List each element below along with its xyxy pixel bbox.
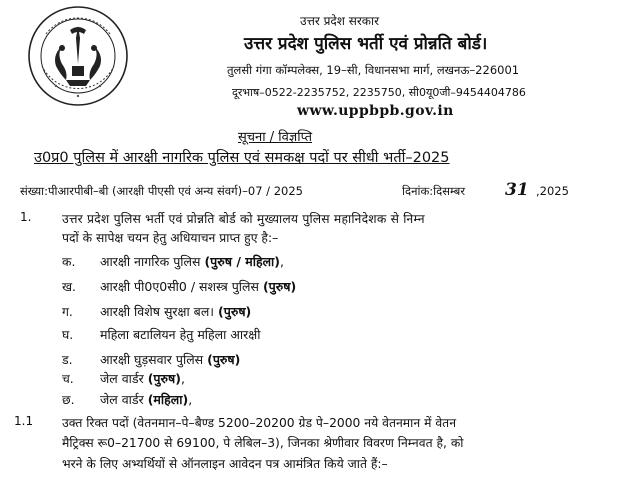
list-item-text: महिला बटालियन हेतु महिला आरक्षी xyxy=(100,327,261,342)
list-item-gender: (पुरुष) xyxy=(207,352,241,367)
list-item-tail: , xyxy=(180,371,185,386)
list-item xyxy=(100,326,260,343)
list-item xyxy=(100,278,296,295)
para-1-line-1: उत्तर प्रदेश पुलिस भर्ती एवं प्रोन्नति बोर्ड को मुख्यालय पुलिस महानिदेशक से निम्न xyxy=(62,212,425,226)
list-item-key: ख. xyxy=(62,280,76,294)
list-item-text: आरक्षी विशेष सुरक्षा बल। xyxy=(100,304,215,319)
list-item-text: आरक्षी पी0ए0सी0 / सशस्त्र पुलिस xyxy=(100,279,259,294)
list-item-tail: , xyxy=(280,254,284,269)
list-item-text: आरक्षी घुड़सवार पुलिस xyxy=(100,352,204,367)
list-item-text: जेल वार्डर xyxy=(100,371,144,386)
list-item-tail: , xyxy=(188,392,193,407)
board-emblem-logo xyxy=(26,4,130,108)
list-item-gender: (पुरुष) xyxy=(262,279,297,294)
list-item-key: क. xyxy=(62,255,76,269)
list-item xyxy=(100,351,240,368)
para-1-1-line-3: भरने के लिए अभ्यर्थियों से ऑनलाइन आवेदन पत्र आमंत्रित किये जाते हैं:– xyxy=(62,457,388,471)
board-website-link[interactable]: www.uppbpb.gov.in xyxy=(297,103,454,119)
reference-date-label: दिनांक:दिसम्बर xyxy=(402,184,466,198)
list-item-key: ड. xyxy=(62,353,73,367)
list-item-key: च. xyxy=(62,372,74,386)
para-1-1-line-2: मैट्रिक्स रू0–21700 से 69100, पे लेबिल–3), जिनका श्रेणीवार विवरण निम्नवत है, को xyxy=(62,436,464,450)
reference-date-day: 31 xyxy=(505,180,529,200)
list-item xyxy=(100,370,185,387)
list-item-gender: (पुरुष) xyxy=(147,371,181,386)
list-item-gender: (पुरुष / महिला) xyxy=(204,254,281,269)
list-item-text: आरक्षी नागरिक पुलिस xyxy=(100,254,201,269)
list-item xyxy=(100,253,284,270)
list-item-text: जेल वार्डर xyxy=(100,392,144,407)
board-phone: दूरभाष–0522-2235752, 2235750, सी0यू0जी–9454404786 xyxy=(232,86,526,99)
notice-title: सूचना / विज्ञप्ति xyxy=(238,130,312,145)
government-name: उत्तर प्रदेश सरकार xyxy=(300,14,380,28)
para-1-number: 1. xyxy=(20,210,32,224)
notice-subject: उ0प्र0 पुलिस में आरक्षी नागरिक पुलिस एवं समकक्ष पदों पर सीधी भर्ती–2025 xyxy=(34,150,450,166)
list-item-key: छ. xyxy=(62,393,75,407)
para-1-1-number: 1.1 xyxy=(14,414,34,428)
para-1-1-line-1: उक्त रिक्त पदों (वेतनमान–पे–बैण्ड 5200–20200 ग्रेड पे–2000 नये वेतनमान में वेतन xyxy=(62,416,457,430)
list-item-key: ग. xyxy=(62,305,73,319)
list-item xyxy=(100,391,192,408)
para-1-line-2: पदों के सापेक्ष चयन हेतु अधियाचन प्राप्त हुए है:– xyxy=(62,231,279,245)
list-item xyxy=(100,303,251,320)
list-item-gender: (महिला) xyxy=(147,392,189,407)
reference-date-year: ,2025 xyxy=(536,184,569,198)
list-item-gender: (पुरुष) xyxy=(218,304,252,319)
reference-number: संख्या:पीआरपीबी–बी (आरक्षी पीएसी एवं अन्य संवर्ग)–07 / 2025 xyxy=(20,184,303,198)
list-item-key: घ. xyxy=(62,328,74,342)
board-name: उत्तर प्रदेश पुलिस भर्ती एवं प्रोन्नति बोर्ड। xyxy=(244,34,488,54)
board-address: तुलसी गंगा कॉम्पलेक्स, 19–सी, विधानसभा मार्ग, लखनऊ–226001 xyxy=(227,63,520,77)
